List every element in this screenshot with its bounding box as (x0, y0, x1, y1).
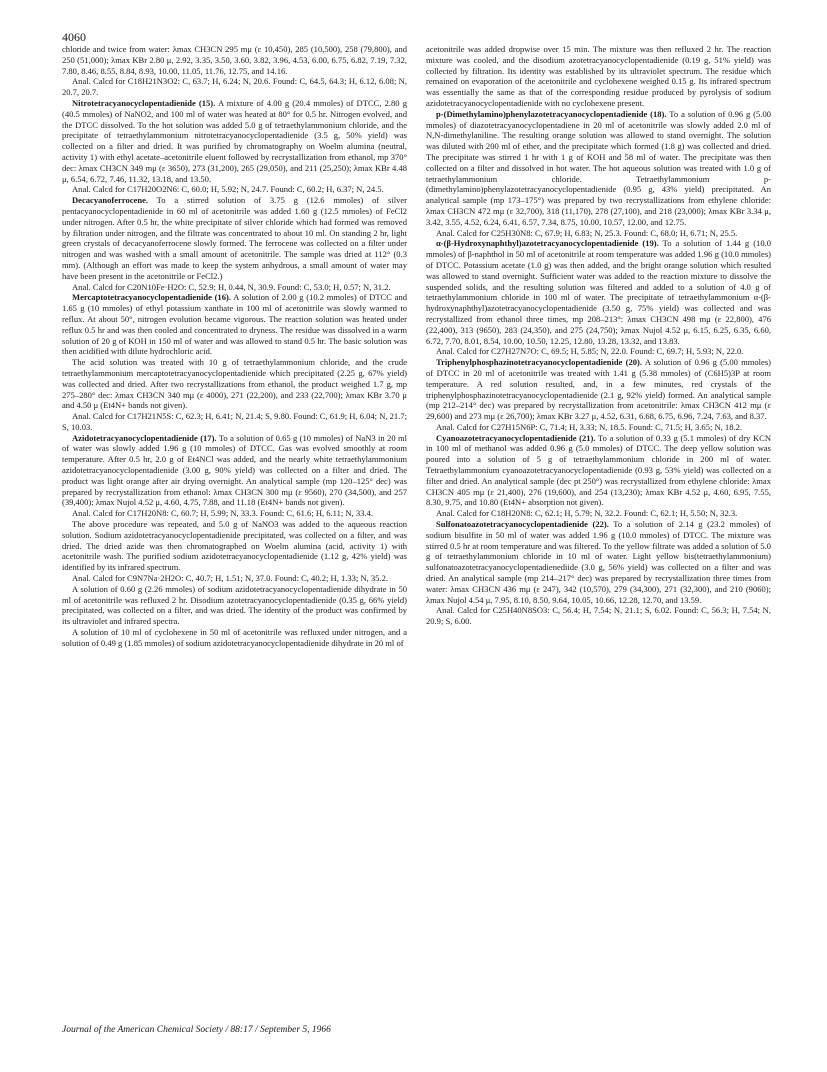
paragraph-text: The acid solution was treated with 10 g of tetraethylammonium chloride, and the crude tetraethylammonium mercaptotetracyanocyclopentadienide which precipitated (2.25 g, 67% yield) was collected and dried. After two recrystallizations from ethanol, the product weighed 1.7 g, mp 275–280° dec: λmax CH3CN 340 mμ (ε 4000), 271 (22,200), and 233 (22,700); λmax KBr 3.70 μ and 4.50 μ (Et4N+ bands not given). (62, 357, 407, 411)
paragraph (426, 346, 771, 357)
left-column (62, 44, 407, 649)
paragraph (426, 357, 771, 422)
paragraph-text: Anal. Calcd for C18H21N3O2: C, 63.7; H, 6.24; N, 20.6. Found: C, 64.5, 64.3; H, 6.12, 6.08; N, 20.7, 20.7. (62, 76, 407, 98)
paragraph (426, 44, 771, 109)
paragraph-text: Anal. Calcd for C9N7Na·2H2O: C, 40.7; H, 1.51; N, 37.0. Found: C, 40.2; H, 1.33; N, 35.2. (72, 573, 388, 584)
journal-footer: Journal of the American Chemical Society / 88:17 / September 5, 1966 (62, 1025, 331, 1035)
paragraph-text: Anal. Calcd for C17H20O2N6: C, 60.0; H, 5.92; N, 24.7. Found: C, 60.2; H, 6.37; N, 24.5. (72, 184, 384, 195)
paragraph (62, 508, 407, 519)
paragraph-text: To a solution of 0.33 g (5.1 mmoles) of dry KCN in 100 ml of methanol was added 0.96 g (5.0 mmoles) of DTCC. The deep yellow solution was poured into a solution of 5 g of tetraethylammonium chloride in 200 ml of water. Tetraethylammonium cyanoazotetracyanocyclopentadienide (0.93 g, 53% yield) was collected on a filter and dried. An analytical sample (dec pt 250°) was recrystallized from ethylene chloride: λmax CH3CN 405 mμ (ε 21,400), 276 (19,600), and 254 (13,230); λmax KBr 4.52 μ, 4.60, 6.95, 7.55, 8.30, 9.75, and 10.80 (Et4N+ absorption not given). (426, 432, 771, 508)
paragraph (426, 605, 771, 627)
section-heading: Azidotetracyanocyclopentadienide (17). (72, 432, 217, 443)
paragraph-text: Anal. Calcd for C27H15N6P: C, 71.4; H, 3.33; N, 18.5. Found: C, 71.5; H, 3.65; N, 18.2. (436, 421, 743, 432)
section-heading: Nitrotetracyanocyclopentadienide (15). (72, 97, 216, 108)
paragraph (62, 627, 407, 649)
paragraph (62, 357, 407, 411)
paragraph (62, 573, 407, 584)
paragraph-text: Anal. Calcd for C17H21N5S: C, 62.3; H, 6.41; N, 21.4; S, 9.80. Found: C, 61.9; H, 6.04; N, 21.7; S, 10.03. (62, 411, 407, 432)
paragraph-text: Anal. Calcd for C25H30N8: C, 67.9; H, 6.83; N, 25.3. Found: C, 68.0; H, 6.71; N, 25.5. (436, 227, 738, 238)
paragraph-text: chloride and twice from water: λmax CH3CN 295 mμ (ε 10,450), 285 (10,500), 258 (79,800), and 250 (51,000); λmax KBr 2.80 μ, 2.92, 3.35, 3.50, 3.60, 3.82, 3.96, 4.53, 6.00, 6.75, 6.82, 7.19, 7.32, 7.80, 8.46, 8.55, 8.84, 8.93, 10.00, 11.05, 11.76, 12.75, and 14.16. (62, 44, 407, 76)
paragraph (426, 433, 771, 509)
paragraph-text: To a solution of 2.14 g (23.2 mmoles) of sodium bisulfite in 50 ml of water was added 1.96 g (10.0 mmoles) of DTCC. The mixture was stirred 0.5 hr at room temperature and was filtered. To the yellow filtrate was added a solution of 5.0 g of tetraethylammonium chloride in 10 ml of water. Light yellow bis(tetraethylammonium) sulfonatoazotetracyanocyclopentadienediide (3.0 g, 56% yield) was collected on a filter and was dried. An analytical sample (mp 214–217° dec) was prepared by recrystallization three times from water: λmax CH3CN 436 mμ (ε 247), 342 (10,570), 279 (34,300), 271 (32,300), and 210 (9060); λmax Nujol 4.54 μ, 7.95, 8.10, 8.50, 9.64, 10.05, 10.66, 12.28, 12.70, and 13.59. (426, 519, 771, 605)
section-heading: Triphenylphosphazinotetracyanocyclopentadienide (20). (436, 357, 643, 368)
paragraph (426, 519, 771, 605)
paragraph (426, 422, 771, 433)
paragraph-text: To a solution of 0.65 g (10 mmoles) of NaN3 in 20 ml of water was slowly added 1.96 g (10 mmoles) of DTCC. Gas was evolved smoothly at room temperature. After 0.5 hr, 2.0 g of Et4NCl was added, and the nearly white tetraethylammonium azidotetracyanocyclopentadienide (3.00 g, 90% yield) was collected on a filter and dried. The product was light orange after air drying overnight. An analytical sample (mp 120–125° dec) was prepared by recrystallization from ethanol: λmax CH3CN 300 mμ (ε 9560), 270 (34,500), and 257 (39,400); λmax Nujol 4.52 μ, 4.60, 4.75, 7.88, and 11.18 (Et4N+ bands not given). (62, 432, 408, 508)
paragraph (426, 109, 771, 228)
section-heading: Mercaptotetracyanocyclopentadienide (16). (72, 292, 231, 303)
paragraph (62, 184, 407, 195)
paragraph (62, 195, 407, 281)
section-heading: α-(β-Hydroxynaphthyl)azotetracyanocyclopentadienide (19). (436, 238, 659, 249)
paragraph-text: To a solution of 1.44 g (10.0 mmoles) of β-naphthol in 50 ml of acetonitrile at room temperature was added 1.96 g (10.0 mmoles) of DTCC. Potassium acetate (1.0 g) was then added, and the bright orange solution which resulted was allowed to stand overnight. Sufficient water was added to the reaction mixture to dissolve the suspended solids, and the resulting solution was filtered and added to a solution of 4.0 g of tetraethylammonium chloride in 100 ml of water. The precipitate of tetraethylammonium α-(β-hydroxynaphthyl)azotetracyanocyclopentadienide (3.50 g, 75% yield) was collected and was recrystallized from ethanol three times, mp 208–213°: λmax CH3CN 498 mμ (ε 22,800), 476 (22,400), 313 (9650), 283 (24,350), and 275 (24,750); λmax Nujol 4.52 μ, 6.15, 6.25, 6.35, 6.60, 6.72, 7.70, 8.01, 8.54, 10.00, 10.50, 12.25, 12.80, 13.28, 13.32, and 13.83. (426, 238, 771, 346)
paragraph-text: Anal. Calcd for C18H20N8: C, 62.1; H, 5.79; N, 32.2. Found: C, 62.1; H, 5.50; N, 32.3. (436, 508, 738, 519)
paragraph (62, 76, 407, 98)
section-heading: p-(Dimethylamino)phenylazotetracyanocyclopentadienide (18). (436, 108, 667, 119)
paragraph-text: Anal. Calcd for C17H20N8: C, 60.7; H, 5.99; N, 33.3. Found: C, 61.6; H, 6.11; N, 33.4. (72, 508, 373, 519)
paragraph-text: acetonitrile was added dropwise over 15 min. The mixture was then refluxed 2 hr. The reaction mixture was cooled, and the disodium azotetracyanocyclopentadienide (0.19 g, 51% yield) was collected by filtration. Its identity was established by its ultraviolet spectrum. The residue which remained on evaporation of the acetonitrile and cyclohexene weighed 0.15 g. Its infrared spectrum was essentially the same as that of the corresponding residue produced by pyrolysis of sodium azidotetracyanocyclopentadienide with no cyclohexene present. (426, 44, 771, 108)
page-number: 4060 (62, 30, 86, 44)
paragraph-text: The above procedure was repeated, and 5.0 g of NaNO3 was added to the aqueous reaction solution. Sodium azidotetracyanocyclopentadienide precipitated, was collected on a filter, and was dried. The dried azide was then chromatographed on Woelm alumina (acid, activity 1) with acetonitrile wash. The purified sodium azidotetracyanocyclopentadienide (1.12 g, 42% yield) was identified by its infrared spectrum. (62, 519, 407, 573)
section-heading: Decacyanoferrocene. (72, 195, 149, 206)
paragraph-text: A solution of 0.96 g (5.00 mmoles) of DTCC in 20 ml of acetonitrile was treated with 1.41 g (5.38 mmoles) of (C6H5)3P at room temperature. A red solution resulted, and, in a few minutes, red crystals of the triphenylphosphazinotetracyanocyclopentadienide (2.1 g, 92% yield) formed. An analytical sample (mp 212–214° dec) was prepared by recrystallization from acetonitrile: λmax CH3CN 412 mμ (ε 29,600) and 273 mμ (ε 26,700); λmax KBr 3.27 μ, 4.52, 6.31, 6.68, 6.75, 6.96, 7.24, 7.63, and 8.37. (426, 357, 771, 422)
paragraph (62, 292, 407, 357)
paragraph-text: Anal. Calcd for C27H27N7O: C, 69.5; H, 5.85; N, 22.0. Found: C, 69.7; H, 5.93; N, 22.0. (436, 346, 744, 357)
paragraph (426, 508, 771, 519)
paragraph (62, 411, 407, 433)
section-heading: Sulfonatoazotetracyanocyclopentadienide (22). (436, 519, 609, 530)
paragraph (62, 98, 407, 184)
paragraph (62, 282, 407, 293)
paragraph-text: A solution of 0.60 g (2.26 mmoles) of sodium azidotetracyanocyclopentadienide dihydrate in 50 ml of acetonitrile was refluxed 2 hr. Disodium azotetracyanocyclopentadienide (0.35 g, 66% yield) precipitated, was collected on a filter, and was dried. The identity of the product was confirmed by its ultraviolet and infrared spectra. (62, 583, 407, 627)
paragraph-text: Anal. Calcd for C20N10Fe·H2O: C, 52.9; H, 0.44, N, 30.9. Found: C, 53.0; H, 0.57; N, 31.2. (72, 281, 391, 292)
paragraph-text: A solution of 2.00 g (10.2 mmoles) of DTCC and 1.65 g (10 mmoles) of ethyl potassium xanthate in 100 ml of acetonitrile was slowly warmed to reflux. At about 50°, nitrogen evolution became vigorous. The reaction solution was heated under reflux 0.5 hr and was then cooled and concentrated to dryness. The residue was dissolved in a warm solution of 20 g of KOH in 150 ml of water and was allowed to stand 0.5 hr. The basic solution was then acidified with dilute hydrochloric acid. (62, 292, 407, 357)
paragraph-text: Anal. Calcd for C25H40N8SO3: C, 56.4; H, 7.54; N, 21.1; S, 6.02. Found: C, 56.3; H, 7.54; N, 20.9; S, 6.00. (426, 605, 771, 627)
paragraph-text: To a solution of 0.96 g (5.00 mmoles) of diazotetracyanocyclopentadiene in 20 ml of acetonitrile was slowly added 2.0 ml of N,N-dimethylaniline. The resulting orange solution was allowed to stand overnight. The solution was diluted with 200 ml of ether, and the precipitate which formed (1.8 g) was collected and dried. The precipitate was stirred 1 hr with 1 g of KOH and 58 ml of water. The precipitate was then collected on a filter and dissolved in hot water. The hot aqueous solution was treated with 1.0 g of tetraethylammonium chloride. Tetraethylammonium p-(dimethylamino)phenylazotetracyanocyclopentadienide (0.95 g, 43% yield) precipitated. An analytical sample (mp 173–175°) was prepared by two recrystallizations from ethylene chloride: λmax CH3CN 472 mμ (ε 32,700), 318 (11,170), 278 (27,100), and 218 (23,000); λmax KBr 3.34 μ, 3.42, 3.55, 4.52, 6.24, 6.41, 6.57, 7.34, 8.75, 10.00, 10.57, 12.00, and 12.75. (426, 108, 771, 227)
right-column (426, 44, 771, 627)
paragraph (62, 44, 407, 76)
paragraph (62, 433, 407, 509)
paragraph (62, 519, 407, 573)
paragraph (426, 238, 771, 346)
paragraph (62, 584, 407, 627)
paragraph-text: A mixture of 4.00 g (20.4 mmoles) of DTCC, 2.80 g (40.5 mmoles) of NaNO2, and 100 ml of water was heated at 80° for 0.5 hr. Nitrogen evolved, and the DTCC dissolved. To the hot solution was added 5.0 g of tetraethylammonium chloride, and the precipitate of tetraethylammonium nitrotetracyanocyclopentadienide (3.5 g, 50% yield) was collected on a filter and dried. It was purified by chromatography on Woelm alumina (neutral, activity 1) with ethyl acetate–acetonitrile eluent followed by recrystallization from ethanol, mp 370° dec: λmax CH3CN 349 mμ (ε 3650), 273 (31,200), 265 (29,050), and 211 (25,250); λmax KBr 4.48 μ, 6.54, 6.72, 7.46, 11.32, 13.18, and 13.50. (62, 97, 407, 184)
section-heading: Cyanoazotetracyanocyclopentadienide (21). (436, 432, 596, 443)
paragraph-text: A solution of 10 ml of cyclohexene in 50 ml of acetonitrile was refluxed under nitrogen, and a solution of 0.49 g (1.85 mmoles) of sodium azidotetracyanocyclopentadienide dihydrate in 20 ml of (62, 627, 407, 648)
paragraph-text: To a stirred solution of 3.75 g (12.6 mmoles) of silver pentacyanocyclopentadienide in 60 ml of acetonitrile was added 1.60 g (12.5 mmoles) of FeCl2 under nitrogen. After 0.5 hr, the white precipitate of silver chloride which had formed was removed by filtration under nitrogen, and the filtrate was concentrated to about 10 ml. On standing 2 hr, light green crystals of decacyanoferrocene slowly formed. The ferrocene was collected on a filter under nitrogen and was washed with a small amount of acetonitrile. The sample was dried at 112° (0.3 mm). (Although an effort was made to keep the system anhydrous, a small amount of water may have been present in the acetonitrile or FeCl2.) (62, 195, 407, 281)
paragraph (426, 228, 771, 239)
